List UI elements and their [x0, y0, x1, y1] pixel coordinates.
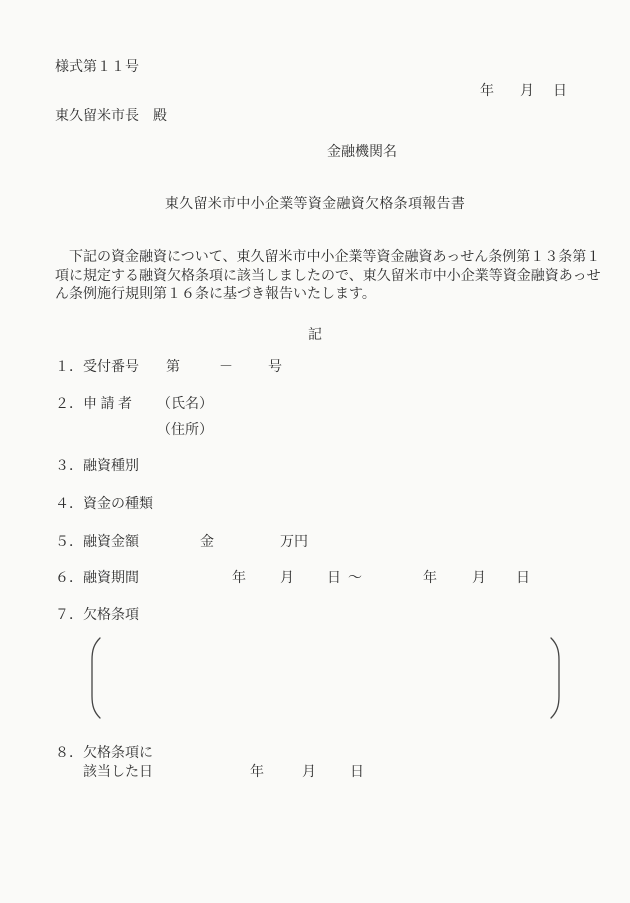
left-bracket — [88, 636, 102, 720]
applicant-name-label: （氏名） — [157, 397, 213, 412]
period-start-year-label: 年 — [232, 571, 246, 586]
date-year-label: 年 — [480, 84, 494, 99]
body-line: ん条例施行規則第１６条に基づき報告いたします。 — [55, 287, 376, 303]
period-start-month-label: 月 — [280, 571, 294, 586]
addressee: 東久留米市長 殿 — [55, 109, 167, 124]
item-receipt-number-label: １．受付番号 — [55, 360, 139, 375]
applicant-address-label: （住所） — [157, 423, 213, 438]
date-month-label: 月 — [520, 84, 534, 99]
loan-amount-currency-label: 金 — [200, 535, 214, 550]
disqualification-year-label: 年 — [250, 765, 264, 780]
period-tilde: ～ — [348, 571, 362, 586]
item-loan-type-label: ３．融資種別 — [55, 459, 139, 474]
item-disqualification-date-label-line1: ８．欠格条項に — [55, 746, 153, 761]
receipt-number-prefix: 第 — [166, 360, 180, 375]
document-title: 東久留米市中小企業等資金融資欠格条項報告書 — [164, 197, 466, 212]
item-loan-period-label: ６．融資期間 — [55, 571, 139, 586]
disqualification-month-label: 月 — [302, 765, 316, 780]
period-start-day-label: 日 — [327, 571, 341, 586]
period-end-year-label: 年 — [423, 571, 437, 586]
period-end-month-label: 月 — [472, 571, 486, 586]
list-marker: 記 — [308, 328, 322, 343]
body-paragraph — [55, 249, 601, 305]
item-fund-kind-label: ４．資金の種類 — [55, 497, 153, 512]
item-disqualification-date-label-line2: 該当した日 — [83, 765, 153, 780]
period-end-day-label: 日 — [516, 571, 530, 586]
receipt-number-dash: － — [219, 360, 233, 375]
right-bracket — [549, 636, 563, 720]
item-disqualification-label: ７．欠格条項 — [55, 608, 139, 623]
financial-institution-label: 金融機関名 — [327, 145, 397, 160]
disqualification-day-label: 日 — [350, 765, 364, 780]
loan-amount-unit-label: 万円 — [280, 535, 308, 550]
form-number: 様式第１１号 — [55, 60, 139, 75]
receipt-number-suffix: 号 — [268, 360, 282, 375]
item-loan-amount-label: ５．融資金額 — [55, 535, 139, 550]
date-day-label: 日 — [553, 84, 567, 99]
item-applicant-label: ２．申 請 者 — [55, 397, 132, 412]
body-line: 下記の資金融資について、東久留米市中小企業等資金融資あっせん条例第１３条第１ — [55, 250, 601, 265]
body-line: 項に規定する融資欠格条項に該当しましたので、東久留米市中小企業等資金融資あっせ — [55, 268, 601, 284]
